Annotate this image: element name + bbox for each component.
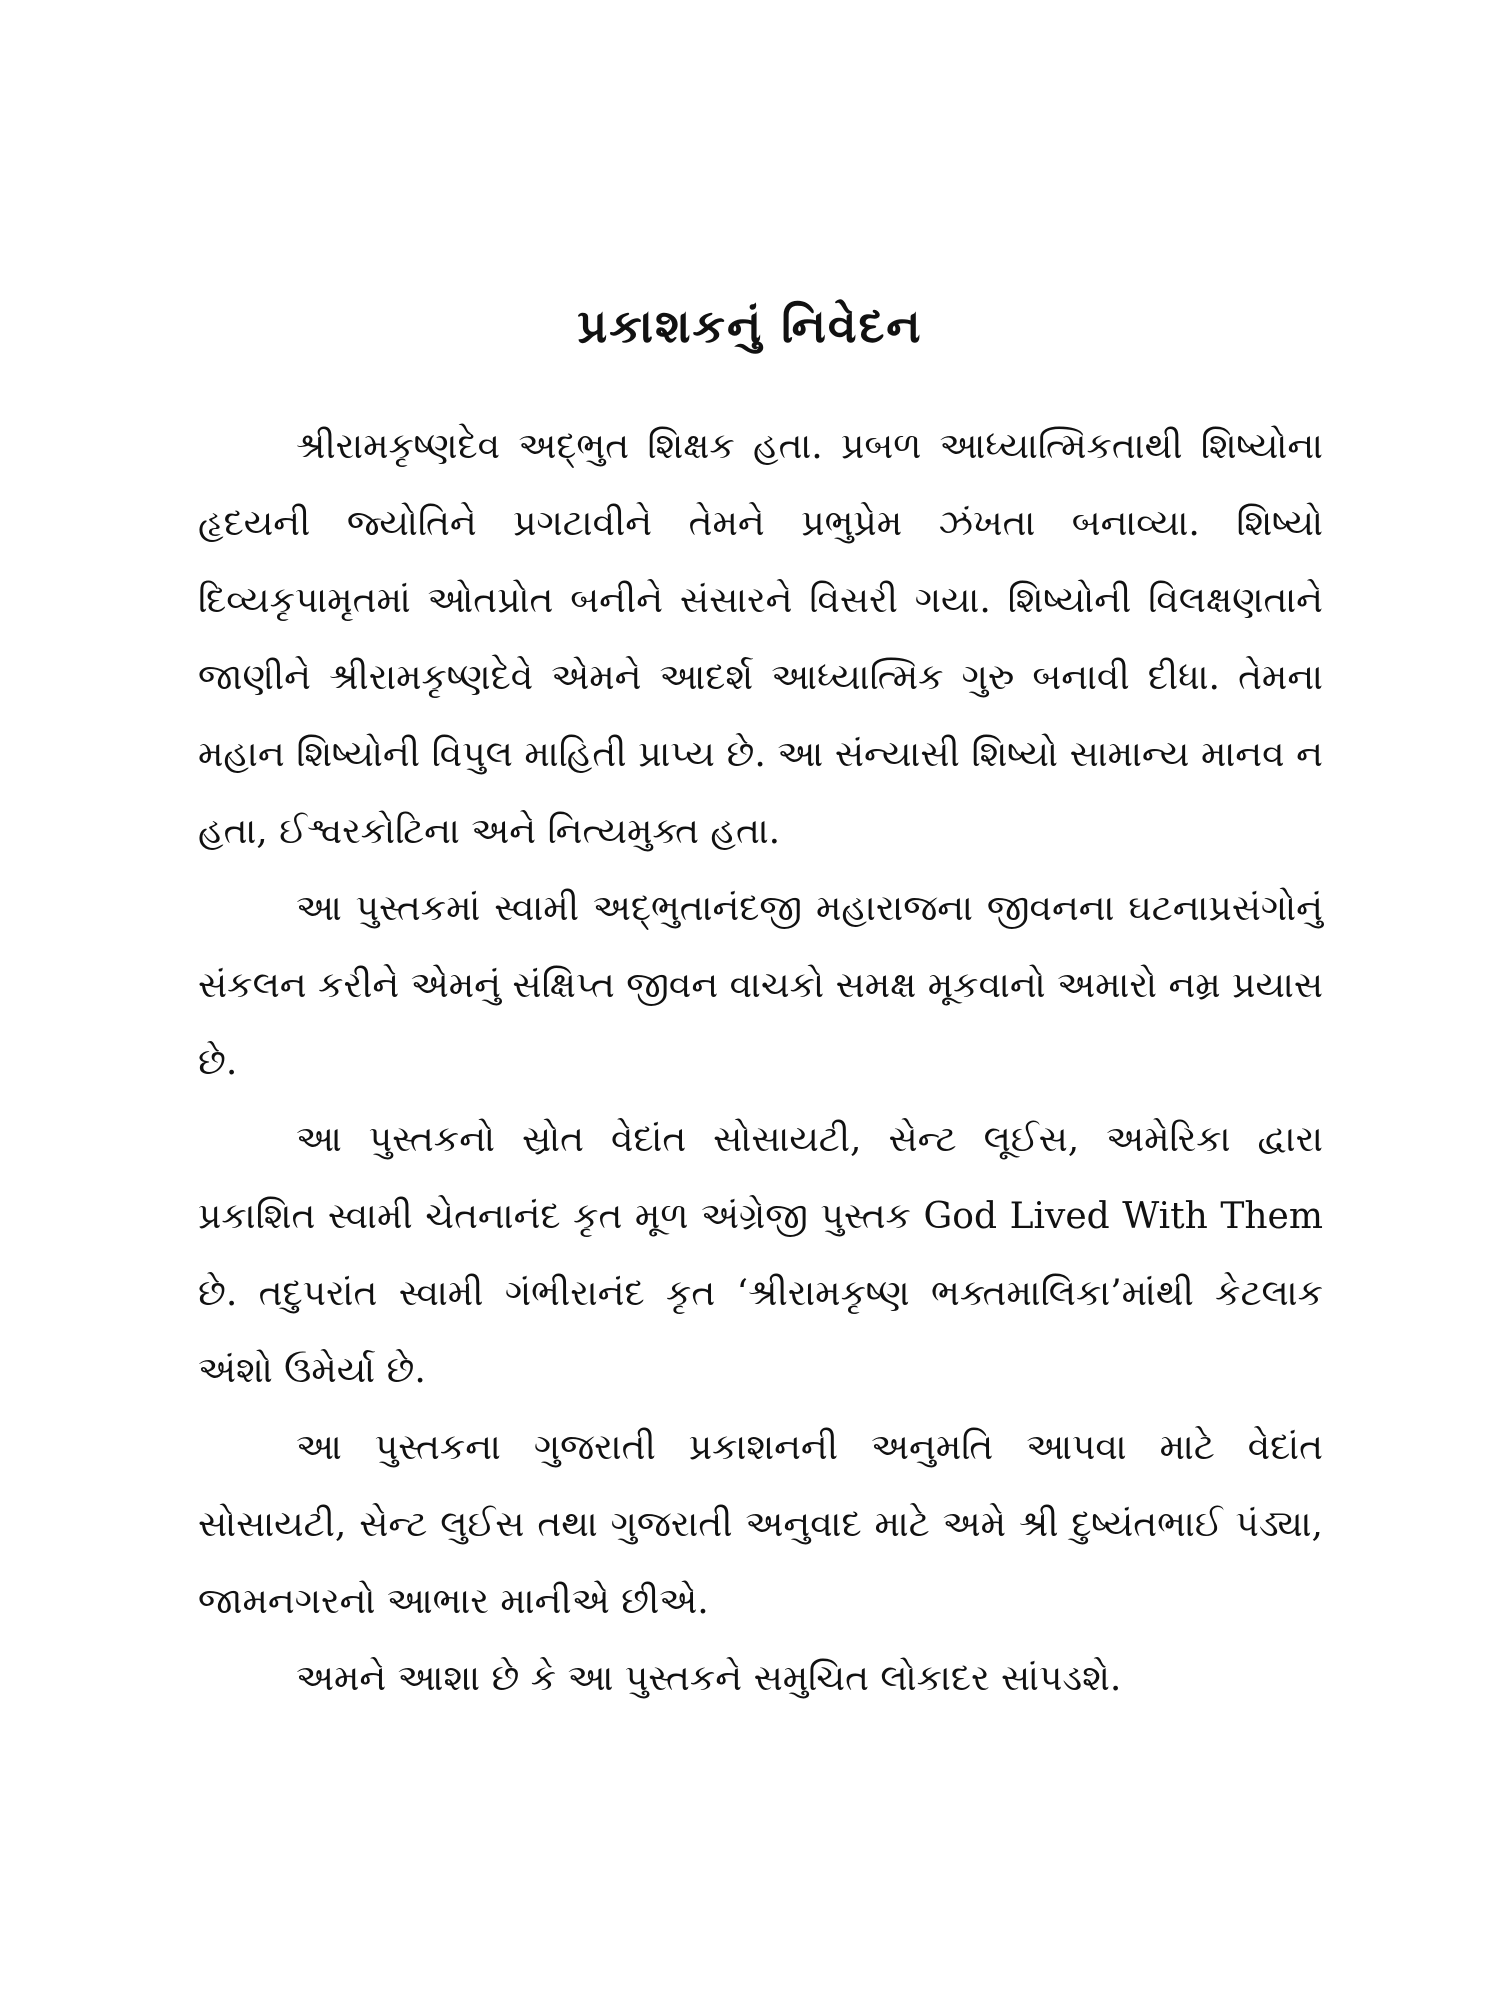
paragraph-5: અમને આશા છે કે આ પુસ્તકને સમુચિત લોકાદર સાંપડશે.	[296, 1658, 1122, 1699]
paragraph-4: આ પુસ્તકના ગુજરાતી પ્રકાશનની અનુમતિ આપવા માટે વેદાંત સોસાયટી, સેન્ટ લુઈસ તથા ગુજરાતી અનુવાદ માટે અમે શ્રી દુષ્યંતભાઈ પંડ્યા, જામનગરનો આભાર માનીએ છીએ.	[198, 1427, 1323, 1622]
paragraph-1: શ્રીરામકૃષ્ણદેવ અદ્‌ભુત શિક્ષક હતા. પ્રબળ આધ્યાત્મિકતાથી શિષ્યોના હૃદયની જ્યોતિને પ્રગટાવીને તેમને પ્રભુપ્રેમ ઝંખતા બનાવ્યા. શિષ્યો દિવ્યકૃપામૃતમાં ઓતપ્રોત બનીને સંસારને વિસરી ગયા. શિષ્યોની વિલક્ષણતાને જાણીને શ્રીરામકૃષ્ણદેવે એમને આદર્શ આધ્યાત્મિક ગુરુ બનાવી દીધા. તેમના મહાન શિષ્યોની વિપુલ માહિતી પ્રાપ્ય છે. આ સંન્યાસી શિષ્યો સામાન્ય માનવ ન હતા, ઈશ્વરકોટિના અને નિત્યમુક્ત હતા.	[198, 426, 1323, 852]
paragraph-3: આ પુસ્તકનો સ્રોત વેદાંત સોસાયટી, સેન્ટ લૂઈસ, અમેરિકા દ્વારા પ્રકાશિત સ્વામી ચેતનાનંદ કૃત મૂળ અંગ્રેજી પુસ્તક God Lived With Them છે. તદુપરાંત સ્વામી ગંભીરાનંદ કૃત ‘શ્રીરામકૃષ્ણ ભક્તમાલિકા’માંથી કેટલાક અંશો ઉમેર્યા છે.	[198, 1119, 1323, 1391]
body-text	[198, 408, 1323, 1717]
paragraph-2: આ પુસ્તકમાં સ્વામી અદ્‌ભુતાનંદજી મહારાજના જીવનના ઘટનાપ્રસંગોનું સંકલન કરીને એમનું સંક્ષિપ્ત જીવન વાચકો સમક્ષ મૂકવાનો અમારો નમ્ર પ્રયાસ છે.	[198, 888, 1323, 1083]
page-title: પ્રકાશકનું નિવેદન	[577, 298, 923, 353]
